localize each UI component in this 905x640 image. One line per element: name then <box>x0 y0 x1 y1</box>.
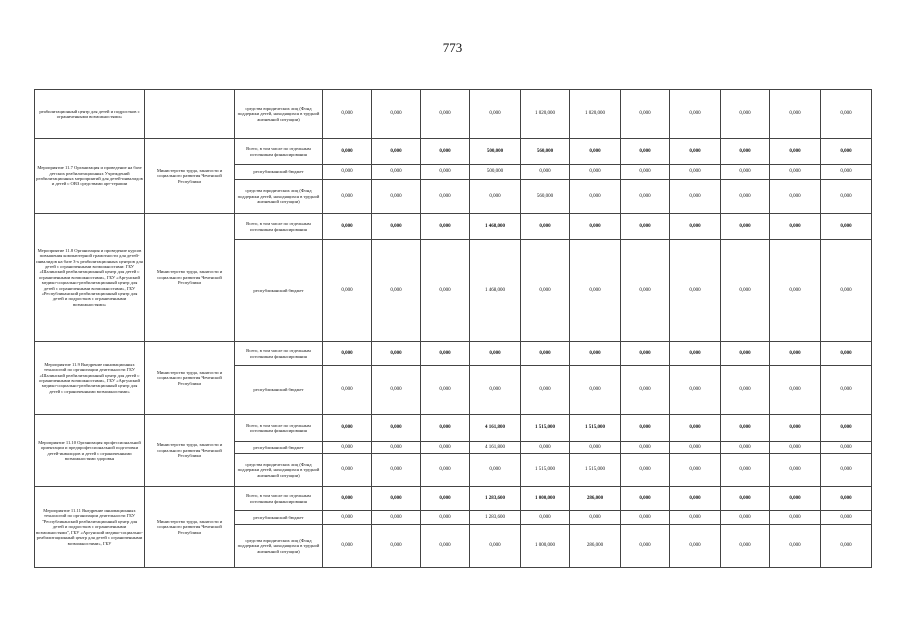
amount-cell: 0,000 <box>770 90 821 139</box>
amount-cell: 0,000 <box>372 366 421 415</box>
amount-cell: 0,000 <box>570 442 621 454</box>
amount-cell: 0,000 <box>721 366 770 415</box>
amount-cell: 0,000 <box>421 415 470 442</box>
amount-cell: 0,000 <box>421 342 470 366</box>
amount-cell: 0,000 <box>372 139 421 165</box>
funding-source-cell: средства юридических лиц (Фонд поддержки детей, находящихся в трудной жизненной ситуации) <box>235 454 323 487</box>
amount-cell: 0,000 <box>421 442 470 454</box>
amount-cell: 4 161,800 <box>470 415 521 442</box>
budget-table <box>34 89 872 568</box>
funding-source-cell: средства юридических лиц (Фонд поддержки детей, находящихся в трудной жизненной ситуации) <box>235 180 323 214</box>
funding-source-cell: Всего, в том числе по отдельным источникам финансирования <box>235 415 323 442</box>
amount-cell: 0,000 <box>470 525 521 568</box>
amount-cell: 0,000 <box>470 180 521 214</box>
amount-cell: 0,000 <box>323 214 372 240</box>
funding-source-cell: республиканский бюджет <box>235 240 323 342</box>
amount-cell: 0,000 <box>372 240 421 342</box>
amount-cell: 0,000 <box>521 342 570 366</box>
amount-cell: 0,000 <box>372 214 421 240</box>
amount-cell: 0,000 <box>323 90 372 139</box>
funding-source-cell: республиканский бюджет <box>235 366 323 415</box>
amount-cell: 0,000 <box>721 487 770 511</box>
amount-cell: 0,000 <box>323 165 372 180</box>
amount-cell: 1 283,600 <box>470 511 521 525</box>
executor-cell: Министерство труда, занятости и социального развития Чеченской Республики <box>145 487 235 568</box>
amount-cell: 0,000 <box>372 487 421 511</box>
amount-cell: 0,000 <box>323 415 372 442</box>
amount-cell: 0,000 <box>621 442 670 454</box>
funding-source-cell: республиканский бюджет <box>235 165 323 180</box>
amount-cell: 286,000 <box>570 487 621 511</box>
amount-cell: 0,000 <box>770 366 821 415</box>
amount-cell: 0,000 <box>421 214 470 240</box>
amount-cell: 0,000 <box>621 511 670 525</box>
amount-cell: 0,000 <box>372 454 421 487</box>
amount-cell: 0,000 <box>770 487 821 511</box>
amount-cell: 0,000 <box>670 525 721 568</box>
amount-cell: 0,000 <box>821 139 872 165</box>
amount-cell: 0,000 <box>721 442 770 454</box>
amount-cell: 0,000 <box>372 511 421 525</box>
amount-cell: 0,000 <box>721 180 770 214</box>
executor-cell: Министерство труда, занятости и социального развития Чеченской Республики <box>145 139 235 214</box>
amount-cell: 0,000 <box>670 511 721 525</box>
amount-cell: 0,000 <box>821 487 872 511</box>
amount-cell: 560,000 <box>521 139 570 165</box>
amount-cell: 286,000 <box>570 525 621 568</box>
amount-cell: 0,000 <box>570 214 621 240</box>
amount-cell: 0,000 <box>323 511 372 525</box>
amount-cell: 1 283,600 <box>470 487 521 511</box>
amount-cell: 0,000 <box>670 139 721 165</box>
amount-cell: 0,000 <box>323 442 372 454</box>
amount-cell: 0,000 <box>770 240 821 342</box>
amount-cell: 0,000 <box>570 240 621 342</box>
measure-name-cell: Мероприятие 11.11 Внедрение инновационных технологий по организации деятельности ГБУ "Республиканский реабилитационный центр для детей и подростков с ограниченными возможностями", ГБУ «Аргунский медико-социально-реабилитационный центр для детей с ограниченными возможностями», ГБУ <box>35 487 145 568</box>
amount-cell: 0,000 <box>372 442 421 454</box>
amount-cell: 0,000 <box>521 366 570 415</box>
amount-cell: 0,000 <box>770 415 821 442</box>
amount-cell: 0,000 <box>670 366 721 415</box>
amount-cell: 1 515,000 <box>521 415 570 442</box>
amount-cell: 0,000 <box>372 180 421 214</box>
amount-cell: 0,000 <box>372 525 421 568</box>
amount-cell: 0,000 <box>821 525 872 568</box>
measure-name-cell: реабилитационный центр для детей и подростков с ограниченными возможностями» <box>35 90 145 139</box>
amount-cell: 1 468,000 <box>470 214 521 240</box>
amount-cell: 0,000 <box>421 90 470 139</box>
amount-cell: 0,000 <box>770 342 821 366</box>
executor-cell: Министерство труда, занятости и социального развития Чеченской Республики <box>145 214 235 342</box>
amount-cell: 0,000 <box>821 214 872 240</box>
amount-cell: 0,000 <box>421 454 470 487</box>
table-row <box>35 90 872 139</box>
amount-cell: 0,000 <box>621 342 670 366</box>
amount-cell: 0,000 <box>323 139 372 165</box>
amount-cell: 0,000 <box>721 454 770 487</box>
funding-source-cell: республиканский бюджет <box>235 511 323 525</box>
amount-cell: 0,000 <box>470 366 521 415</box>
amount-cell: 0,000 <box>323 525 372 568</box>
executor-cell <box>145 90 235 139</box>
funding-source-cell: Всего, в том числе по отдельным источникам финансирования <box>235 342 323 366</box>
amount-cell: 0,000 <box>770 180 821 214</box>
amount-cell: 0,000 <box>372 415 421 442</box>
amount-cell: 560,000 <box>521 180 570 214</box>
amount-cell: 0,000 <box>721 139 770 165</box>
amount-cell: 0,000 <box>721 214 770 240</box>
amount-cell: 0,000 <box>470 454 521 487</box>
amount-cell: 0,000 <box>421 139 470 165</box>
amount-cell: 500,000 <box>470 165 521 180</box>
amount-cell: 1 020,000 <box>570 90 621 139</box>
amount-cell: 0,000 <box>323 240 372 342</box>
amount-cell: 0,000 <box>323 342 372 366</box>
amount-cell: 0,000 <box>570 366 621 415</box>
amount-cell: 0,000 <box>821 342 872 366</box>
funding-source-cell: средства юридических лиц (Фонд поддержки детей, находящихся в трудной жизненной ситуации) <box>235 525 323 568</box>
amount-cell: 0,000 <box>372 90 421 139</box>
amount-cell: 1 515,000 <box>521 454 570 487</box>
amount-cell: 0,000 <box>670 487 721 511</box>
amount-cell: 1 000,000 <box>521 525 570 568</box>
funding-source-cell: Всего, в том числе по отдельным источникам финансирования <box>235 487 323 511</box>
amount-cell: 0,000 <box>721 240 770 342</box>
amount-cell: 0,000 <box>521 214 570 240</box>
amount-cell: 0,000 <box>770 525 821 568</box>
amount-cell: 0,000 <box>721 165 770 180</box>
amount-cell: 0,000 <box>670 240 721 342</box>
amount-cell: 0,000 <box>821 180 872 214</box>
executor-cell: Министерство труда, занятости и социального развития Чеченской Республики <box>145 415 235 487</box>
amount-cell: 0,000 <box>323 180 372 214</box>
amount-cell: 0,000 <box>421 511 470 525</box>
amount-cell: 0,000 <box>570 180 621 214</box>
amount-cell: 0,000 <box>470 90 521 139</box>
amount-cell: 0,000 <box>621 487 670 511</box>
table-row <box>35 139 872 165</box>
amount-cell: 1 515,000 <box>570 415 621 442</box>
amount-cell: 0,000 <box>621 415 670 442</box>
amount-cell: 0,000 <box>621 366 670 415</box>
amount-cell: 0,000 <box>821 454 872 487</box>
funding-source-cell: средства юридических лиц (Фонд поддержки детей, находящихся в трудной жизненной ситуации) <box>235 90 323 139</box>
amount-cell: 0,000 <box>521 240 570 342</box>
amount-cell: 0,000 <box>770 139 821 165</box>
amount-cell: 0,000 <box>821 240 872 342</box>
amount-cell: 4 161,800 <box>470 442 521 454</box>
table-row <box>35 415 872 442</box>
amount-cell: 0,000 <box>621 180 670 214</box>
amount-cell: 0,000 <box>621 525 670 568</box>
amount-cell: 0,000 <box>521 442 570 454</box>
amount-cell: 0,000 <box>421 180 470 214</box>
amount-cell: 0,000 <box>621 454 670 487</box>
amount-cell: 0,000 <box>621 214 670 240</box>
amount-cell: 0,000 <box>670 415 721 442</box>
measure-name-cell: Мероприятие 11.9 Внедрение инновационных технологий по организации деятельности ГБУ «Шалинский реабилитационный центр для детей с ограниченными возможностями», ГБУ «Аргунский медико-социально-реабилитационный центр для детей с ограниченными возможностями» <box>35 342 145 415</box>
amount-cell: 0,000 <box>323 487 372 511</box>
amount-cell: 1 468,000 <box>470 240 521 342</box>
amount-cell: 0,000 <box>721 90 770 139</box>
funding-source-cell: Всего, в том числе по отдельным источникам финансирования <box>235 139 323 165</box>
measure-name-cell: Мероприятие 11.10 Организация профессиональной ориентации и предпрофессиональной подготовки детей-инвалидов и детей с ограниченными возможностями здоровья <box>35 415 145 487</box>
amount-cell: 0,000 <box>721 415 770 442</box>
measure-name-cell: Мероприятие 11.7 Организация и проведение на базе детских реабилитационных Учреждений реабилитационных мероприятий для детей-инвалидов и детей с ОВЗ средствами арт-терапии <box>35 139 145 214</box>
amount-cell: 1 515,000 <box>570 454 621 487</box>
amount-cell: 0,000 <box>670 214 721 240</box>
amount-cell: 0,000 <box>521 165 570 180</box>
amount-cell: 0,000 <box>570 511 621 525</box>
table-row <box>35 487 872 511</box>
amount-cell: 500,000 <box>470 139 521 165</box>
amount-cell: 0,000 <box>821 442 872 454</box>
amount-cell: 0,000 <box>621 139 670 165</box>
funding-source-cell: республиканский бюджет <box>235 442 323 454</box>
amount-cell: 0,000 <box>721 511 770 525</box>
amount-cell: 0,000 <box>721 342 770 366</box>
amount-cell: 0,000 <box>570 139 621 165</box>
amount-cell: 0,000 <box>372 165 421 180</box>
amount-cell: 0,000 <box>670 90 721 139</box>
amount-cell: 0,000 <box>770 165 821 180</box>
funding-source-cell: Всего, в том числе по отдельным источникам финансирования <box>235 214 323 240</box>
table-row <box>35 342 872 366</box>
page-number: 773 <box>442 40 463 55</box>
amount-cell: 0,000 <box>670 442 721 454</box>
amount-cell: 0,000 <box>670 454 721 487</box>
amount-cell: 1 000,000 <box>521 487 570 511</box>
amount-cell: 0,000 <box>421 366 470 415</box>
amount-cell: 0,000 <box>821 165 872 180</box>
executor-cell: Министерство труда, занятости и социального развития Чеченской Республики <box>145 342 235 415</box>
amount-cell: 0,000 <box>821 511 872 525</box>
amount-cell: 1 020,000 <box>521 90 570 139</box>
amount-cell: 0,000 <box>770 511 821 525</box>
amount-cell: 0,000 <box>621 240 670 342</box>
amount-cell: 0,000 <box>421 165 470 180</box>
amount-cell: 0,000 <box>570 342 621 366</box>
amount-cell: 0,000 <box>770 454 821 487</box>
amount-cell: 0,000 <box>770 214 821 240</box>
amount-cell: 0,000 <box>721 525 770 568</box>
amount-cell: 0,000 <box>670 165 721 180</box>
amount-cell: 0,000 <box>621 90 670 139</box>
amount-cell: 0,000 <box>570 165 621 180</box>
amount-cell: 0,000 <box>372 342 421 366</box>
amount-cell: 0,000 <box>621 165 670 180</box>
amount-cell: 0,000 <box>421 487 470 511</box>
measure-name-cell: Мероприятие 11.8 Организация и проведение курсов повышения компьютерной грамотности для детей-инвалидов на базе 3-х реабилитационных центров для детей с ограниченными возможностями: ГБУ «Шалинский реабилитационный центр для детей с ограниченными возможностями», ГБУ «Аргунский медико-социально-реабилитационный центр для детей с ограниченными возможностями», ГБУ «Республиканский реабилитационный центр для детей и подростков с ограниченными возможностями» <box>35 214 145 342</box>
amount-cell: 0,000 <box>421 240 470 342</box>
amount-cell: 0,000 <box>521 511 570 525</box>
amount-cell: 0,000 <box>470 342 521 366</box>
amount-cell: 0,000 <box>821 415 872 442</box>
amount-cell: 0,000 <box>821 366 872 415</box>
amount-cell: 0,000 <box>670 342 721 366</box>
amount-cell: 0,000 <box>323 454 372 487</box>
amount-cell: 0,000 <box>323 366 372 415</box>
amount-cell: 0,000 <box>821 90 872 139</box>
amount-cell: 0,000 <box>770 442 821 454</box>
table-row <box>35 214 872 240</box>
amount-cell: 0,000 <box>421 525 470 568</box>
amount-cell: 0,000 <box>670 180 721 214</box>
